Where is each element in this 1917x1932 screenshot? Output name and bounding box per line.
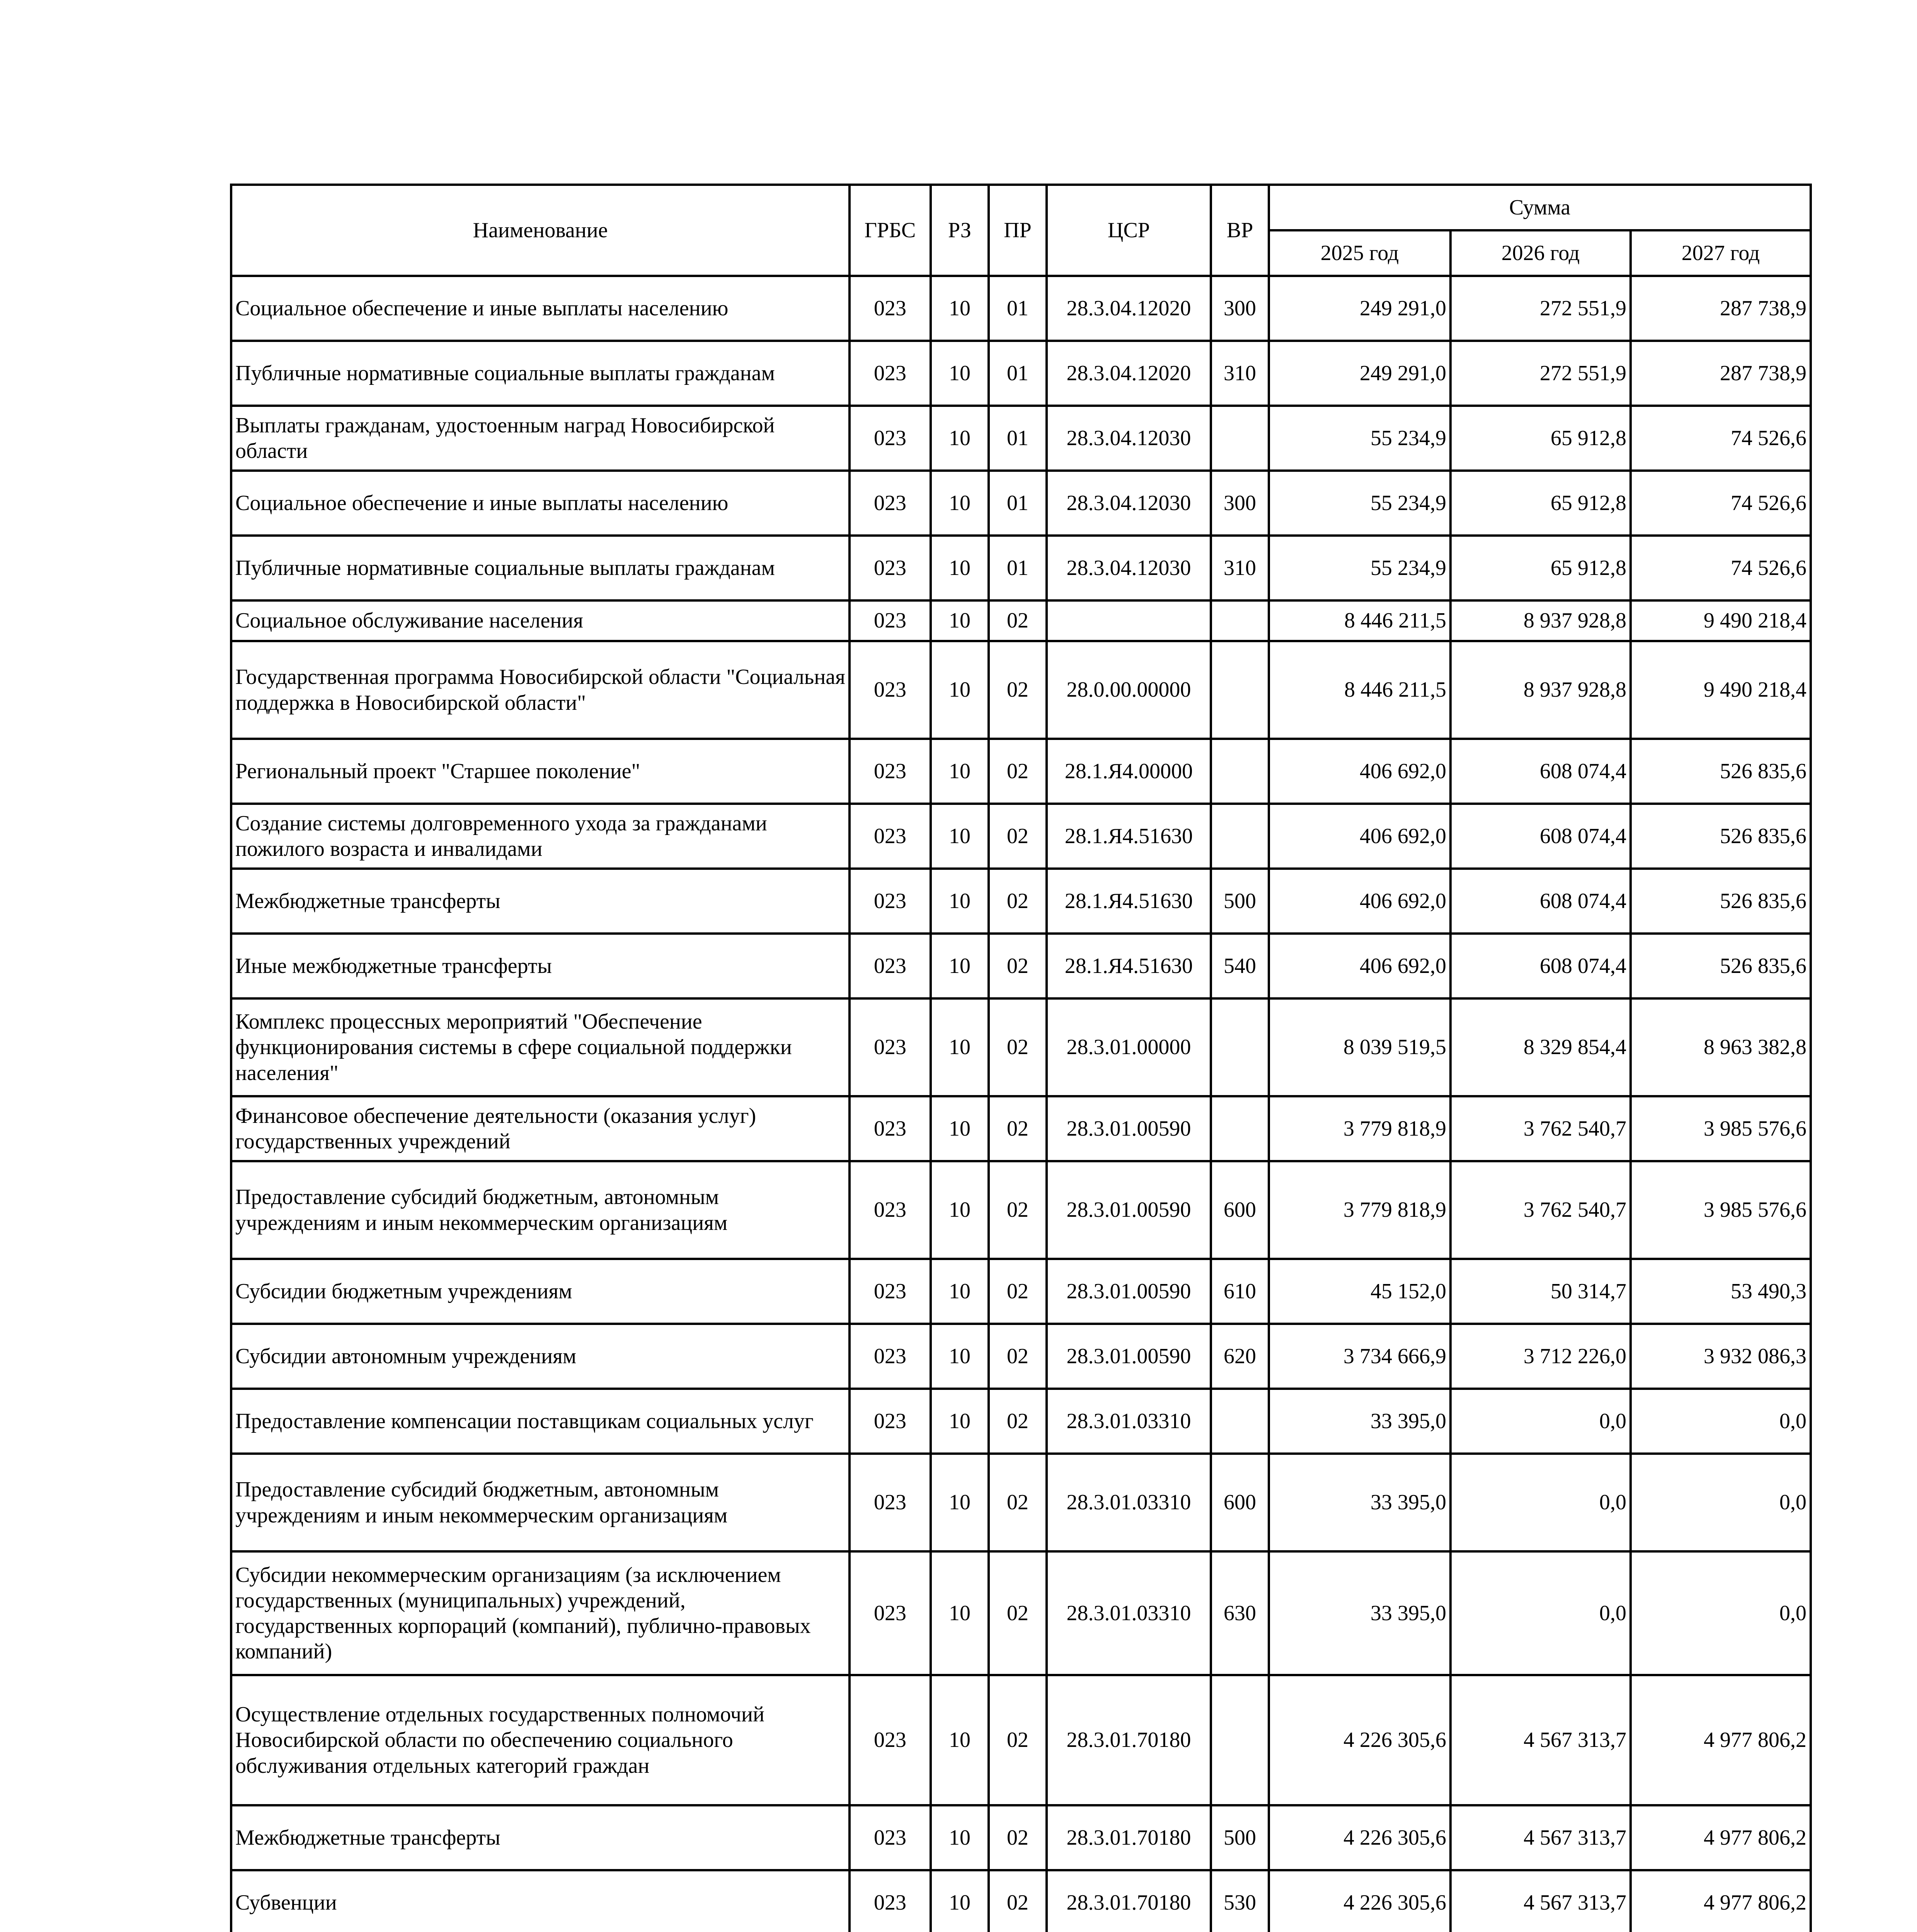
cell-csr: 28.3.01.03310	[1047, 1551, 1211, 1675]
table-row	[231, 641, 1811, 739]
table-row	[231, 1870, 1811, 1932]
cell-grbs: 023	[850, 1805, 931, 1870]
cell-csr	[1047, 600, 1211, 641]
cell-pr: 02	[989, 1389, 1047, 1454]
header-2026: 2026 год	[1451, 230, 1631, 276]
cell-name: Субвенции	[231, 1870, 850, 1932]
cell-y2025: 55 234,9	[1269, 536, 1451, 600]
cell-grbs: 023	[850, 934, 931, 998]
cell-csr: 28.3.01.03310	[1047, 1389, 1211, 1454]
cell-name: Межбюджетные трансферты	[231, 1805, 850, 1870]
cell-grbs: 023	[850, 536, 931, 600]
header-2025: 2025 год	[1269, 230, 1451, 276]
cell-pr: 02	[989, 1096, 1047, 1161]
cell-name: Публичные нормативные социальные выплаты гражданам	[231, 341, 850, 406]
cell-y2027: 4 977 806,2	[1631, 1870, 1811, 1932]
cell-pr: 02	[989, 869, 1047, 934]
cell-y2026: 8 937 928,8	[1451, 600, 1631, 641]
cell-csr: 28.3.04.12030	[1047, 536, 1211, 600]
cell-name: Выплаты гражданам, удостоенным наград Новосибирской области	[231, 406, 850, 471]
cell-y2026: 65 912,8	[1451, 471, 1631, 536]
cell-y2026: 3 762 540,7	[1451, 1161, 1631, 1259]
cell-pr: 02	[989, 739, 1047, 804]
cell-rz: 10	[931, 1454, 989, 1551]
cell-name: Предоставление субсидий бюджетным, автономным учреждениям и иным некоммерческим организациям	[231, 1161, 850, 1259]
cell-rz: 10	[931, 1551, 989, 1675]
cell-grbs: 023	[850, 1870, 931, 1932]
cell-pr: 02	[989, 1259, 1047, 1324]
cell-pr: 02	[989, 1324, 1047, 1389]
cell-y2025: 249 291,0	[1269, 341, 1451, 406]
cell-pr: 01	[989, 276, 1047, 341]
cell-y2026: 65 912,8	[1451, 406, 1631, 471]
cell-vr: 610	[1211, 1259, 1269, 1324]
cell-pr: 02	[989, 1805, 1047, 1870]
cell-y2026: 0,0	[1451, 1389, 1631, 1454]
cell-vr	[1211, 600, 1269, 641]
cell-y2027: 9 490 218,4	[1631, 600, 1811, 641]
table-row	[231, 1096, 1811, 1161]
cell-name: Социальное обеспечение и иные выплаты населению	[231, 471, 850, 536]
cell-y2025: 55 234,9	[1269, 471, 1451, 536]
cell-name: Социальное обслуживание населения	[231, 600, 850, 641]
cell-rz: 10	[931, 1161, 989, 1259]
cell-csr: 28.3.01.70180	[1047, 1870, 1211, 1932]
header-csr: ЦСР	[1047, 185, 1211, 276]
cell-y2026: 4 567 313,7	[1451, 1805, 1631, 1870]
cell-name: Иные межбюджетные трансферты	[231, 934, 850, 998]
cell-y2025: 45 152,0	[1269, 1259, 1451, 1324]
table-row	[231, 1389, 1811, 1454]
cell-vr	[1211, 406, 1269, 471]
table-row	[231, 1675, 1811, 1805]
cell-vr	[1211, 1675, 1269, 1805]
table-row	[231, 341, 1811, 406]
cell-pr: 02	[989, 1161, 1047, 1259]
cell-y2027: 526 835,6	[1631, 934, 1811, 998]
cell-grbs: 023	[850, 341, 931, 406]
cell-csr: 28.3.01.70180	[1047, 1675, 1211, 1805]
table-row	[231, 1259, 1811, 1324]
cell-grbs: 023	[850, 1096, 931, 1161]
cell-y2025: 406 692,0	[1269, 739, 1451, 804]
cell-name: Предоставление компенсации поставщикам социальных услуг	[231, 1389, 850, 1454]
cell-y2027: 0,0	[1631, 1389, 1811, 1454]
cell-y2025: 3 779 818,9	[1269, 1161, 1451, 1259]
cell-y2027: 0,0	[1631, 1454, 1811, 1551]
cell-csr: 28.3.01.00590	[1047, 1161, 1211, 1259]
cell-csr: 28.3.01.00590	[1047, 1096, 1211, 1161]
cell-y2026: 8 329 854,4	[1451, 998, 1631, 1096]
cell-rz: 10	[931, 600, 989, 641]
cell-y2025: 33 395,0	[1269, 1454, 1451, 1551]
cell-grbs: 023	[850, 406, 931, 471]
header-vr: ВР	[1211, 185, 1269, 276]
cell-y2025: 4 226 305,6	[1269, 1805, 1451, 1870]
cell-rz: 10	[931, 1096, 989, 1161]
cell-vr	[1211, 641, 1269, 739]
cell-vr: 310	[1211, 341, 1269, 406]
cell-rz: 10	[931, 641, 989, 739]
cell-csr: 28.1.Я4.51630	[1047, 869, 1211, 934]
cell-y2025: 4 226 305,6	[1269, 1870, 1451, 1932]
header-grbs: ГРБС	[850, 185, 931, 276]
cell-y2026: 8 937 928,8	[1451, 641, 1631, 739]
cell-csr: 28.3.01.03310	[1047, 1454, 1211, 1551]
cell-y2027: 4 977 806,2	[1631, 1675, 1811, 1805]
cell-pr: 02	[989, 600, 1047, 641]
table-row	[231, 1324, 1811, 1389]
table-row	[231, 406, 1811, 471]
cell-y2027: 3 985 576,6	[1631, 1096, 1811, 1161]
cell-y2025: 406 692,0	[1269, 869, 1451, 934]
cell-csr: 28.1.Я4.51630	[1047, 804, 1211, 869]
cell-name: Государственная программа Новосибирской области "Социальная поддержка в Новосибирской области"	[231, 641, 850, 739]
table-row	[231, 536, 1811, 600]
cell-rz: 10	[931, 869, 989, 934]
cell-name: Региональный проект "Старшее поколение"	[231, 739, 850, 804]
cell-csr: 28.1.Я4.00000	[1047, 739, 1211, 804]
cell-y2026: 50 314,7	[1451, 1259, 1631, 1324]
cell-y2027: 287 738,9	[1631, 276, 1811, 341]
cell-pr: 02	[989, 934, 1047, 998]
header-pr: ПР	[989, 185, 1047, 276]
cell-y2027: 74 526,6	[1631, 471, 1811, 536]
table-row	[231, 804, 1811, 869]
cell-y2027: 53 490,3	[1631, 1259, 1811, 1324]
table-row	[231, 739, 1811, 804]
cell-y2027: 287 738,9	[1631, 341, 1811, 406]
cell-rz: 10	[931, 536, 989, 600]
cell-pr: 01	[989, 406, 1047, 471]
cell-csr: 28.3.01.00590	[1047, 1259, 1211, 1324]
cell-y2027: 526 835,6	[1631, 739, 1811, 804]
cell-y2025: 249 291,0	[1269, 276, 1451, 341]
cell-vr: 630	[1211, 1551, 1269, 1675]
cell-csr: 28.3.01.70180	[1047, 1805, 1211, 1870]
cell-vr: 300	[1211, 471, 1269, 536]
cell-y2026: 608 074,4	[1451, 804, 1631, 869]
cell-rz: 10	[931, 471, 989, 536]
cell-y2027: 0,0	[1631, 1551, 1811, 1675]
cell-y2026: 65 912,8	[1451, 536, 1631, 600]
header-rz: РЗ	[931, 185, 989, 276]
cell-pr: 01	[989, 536, 1047, 600]
cell-grbs: 023	[850, 1161, 931, 1259]
cell-y2025: 3 734 666,9	[1269, 1324, 1451, 1389]
cell-y2026: 608 074,4	[1451, 739, 1631, 804]
cell-rz: 10	[931, 1259, 989, 1324]
cell-grbs: 023	[850, 1389, 931, 1454]
budget-table	[230, 184, 1812, 1932]
cell-name: Публичные нормативные социальные выплаты гражданам	[231, 536, 850, 600]
cell-vr: 310	[1211, 536, 1269, 600]
table-row	[231, 1161, 1811, 1259]
cell-grbs: 023	[850, 641, 931, 739]
cell-csr: 28.1.Я4.51630	[1047, 934, 1211, 998]
cell-name: Межбюджетные трансферты	[231, 869, 850, 934]
table-row	[231, 998, 1811, 1096]
cell-grbs: 023	[850, 471, 931, 536]
cell-vr	[1211, 998, 1269, 1096]
cell-y2026: 0,0	[1451, 1454, 1631, 1551]
cell-grbs: 023	[850, 276, 931, 341]
cell-y2025: 33 395,0	[1269, 1551, 1451, 1675]
cell-name: Предоставление субсидий бюджетным, автономным учреждениям и иным некоммерческим организациям	[231, 1454, 850, 1551]
table-row	[231, 1454, 1811, 1551]
cell-y2026: 4 567 313,7	[1451, 1675, 1631, 1805]
table-row	[231, 934, 1811, 998]
table-body	[231, 276, 1811, 1932]
cell-csr: 28.3.01.00590	[1047, 1324, 1211, 1389]
cell-pr: 01	[989, 341, 1047, 406]
cell-y2026: 3 712 226,0	[1451, 1324, 1631, 1389]
cell-y2026: 608 074,4	[1451, 869, 1631, 934]
cell-y2027: 526 835,6	[1631, 869, 1811, 934]
cell-pr: 02	[989, 804, 1047, 869]
cell-vr: 540	[1211, 934, 1269, 998]
cell-rz: 10	[931, 1324, 989, 1389]
header-sum: Сумма	[1269, 185, 1811, 230]
cell-pr: 02	[989, 1551, 1047, 1675]
cell-y2026: 0,0	[1451, 1551, 1631, 1675]
cell-vr	[1211, 804, 1269, 869]
cell-grbs: 023	[850, 1551, 931, 1675]
cell-y2027: 74 526,6	[1631, 406, 1811, 471]
cell-grbs: 023	[850, 1259, 931, 1324]
cell-name: Финансовое обеспечение деятельности (оказания услуг) государственных учреждений	[231, 1096, 850, 1161]
cell-y2027: 9 490 218,4	[1631, 641, 1811, 739]
cell-pr: 02	[989, 998, 1047, 1096]
table-row	[231, 471, 1811, 536]
cell-rz: 10	[931, 1805, 989, 1870]
cell-name: Комплекс процессных мероприятий "Обеспечение функционирования системы в сфере социальной поддержки населения"	[231, 998, 850, 1096]
cell-vr: 620	[1211, 1324, 1269, 1389]
cell-y2026: 272 551,9	[1451, 276, 1631, 341]
cell-name: Субсидии некоммерческим организациям (за исключением государственных (муниципальных) учреждений, государственных корпораций (компаний), публично-правовых компаний)	[231, 1551, 850, 1675]
table-row	[231, 869, 1811, 934]
cell-csr: 28.3.04.12020	[1047, 276, 1211, 341]
cell-y2026: 4 567 313,7	[1451, 1870, 1631, 1932]
cell-y2026: 272 551,9	[1451, 341, 1631, 406]
cell-y2025: 406 692,0	[1269, 934, 1451, 998]
cell-vr: 500	[1211, 869, 1269, 934]
cell-y2026: 3 762 540,7	[1451, 1096, 1631, 1161]
cell-y2025: 3 779 818,9	[1269, 1096, 1451, 1161]
cell-y2025: 8 039 519,5	[1269, 998, 1451, 1096]
cell-pr: 02	[989, 1675, 1047, 1805]
cell-name: Создание системы долговременного ухода за гражданами пожилого возраста и инвалидами	[231, 804, 850, 869]
cell-rz: 10	[931, 739, 989, 804]
header-2027: 2027 год	[1631, 230, 1811, 276]
cell-vr	[1211, 739, 1269, 804]
cell-grbs: 023	[850, 600, 931, 641]
cell-vr: 600	[1211, 1161, 1269, 1259]
cell-pr: 02	[989, 641, 1047, 739]
cell-rz: 10	[931, 998, 989, 1096]
cell-y2026: 608 074,4	[1451, 934, 1631, 998]
cell-y2027: 3 985 576,6	[1631, 1161, 1811, 1259]
cell-pr: 01	[989, 471, 1047, 536]
cell-y2025: 4 226 305,6	[1269, 1675, 1451, 1805]
cell-vr: 530	[1211, 1870, 1269, 1932]
cell-rz: 10	[931, 341, 989, 406]
cell-vr: 600	[1211, 1454, 1269, 1551]
cell-y2027: 8 963 382,8	[1631, 998, 1811, 1096]
cell-grbs: 023	[850, 804, 931, 869]
cell-name: Субсидии бюджетным учреждениям	[231, 1259, 850, 1324]
cell-csr: 28.3.01.00000	[1047, 998, 1211, 1096]
cell-rz: 10	[931, 276, 989, 341]
cell-y2027: 74 526,6	[1631, 536, 1811, 600]
cell-y2025: 8 446 211,5	[1269, 641, 1451, 739]
cell-y2025: 8 446 211,5	[1269, 600, 1451, 641]
table-row	[231, 1805, 1811, 1870]
table-header	[231, 185, 1811, 276]
cell-vr: 300	[1211, 276, 1269, 341]
table-row	[231, 600, 1811, 641]
cell-csr: 28.3.04.12030	[1047, 471, 1211, 536]
cell-grbs: 023	[850, 1454, 931, 1551]
cell-y2027: 526 835,6	[1631, 804, 1811, 869]
cell-name: Социальное обеспечение и иные выплаты населению	[231, 276, 850, 341]
cell-rz: 10	[931, 804, 989, 869]
cell-rz: 10	[931, 934, 989, 998]
cell-vr	[1211, 1389, 1269, 1454]
cell-rz: 10	[931, 1675, 989, 1805]
cell-y2025: 406 692,0	[1269, 804, 1451, 869]
cell-y2027: 4 977 806,2	[1631, 1805, 1811, 1870]
cell-csr: 28.0.00.00000	[1047, 641, 1211, 739]
cell-name: Осуществление отдельных государственных полномочий Новосибирской области по обеспечению социального обслуживания отдельных категорий граждан	[231, 1675, 850, 1805]
cell-rz: 10	[931, 1389, 989, 1454]
cell-vr: 500	[1211, 1805, 1269, 1870]
cell-grbs: 023	[850, 998, 931, 1096]
cell-y2027: 3 932 086,3	[1631, 1324, 1811, 1389]
table-row	[231, 1551, 1811, 1675]
cell-pr: 02	[989, 1870, 1047, 1932]
table-row	[231, 276, 1811, 341]
cell-vr	[1211, 1096, 1269, 1161]
cell-grbs: 023	[850, 1675, 931, 1805]
cell-y2025: 33 395,0	[1269, 1389, 1451, 1454]
cell-y2025: 55 234,9	[1269, 406, 1451, 471]
cell-csr: 28.3.04.12030	[1047, 406, 1211, 471]
cell-grbs: 023	[850, 739, 931, 804]
cell-grbs: 023	[850, 869, 931, 934]
cell-pr: 02	[989, 1454, 1047, 1551]
cell-grbs: 023	[850, 1324, 931, 1389]
cell-csr: 28.3.04.12020	[1047, 341, 1211, 406]
header-name: Наименование	[231, 185, 850, 276]
cell-rz: 10	[931, 1870, 989, 1932]
cell-rz: 10	[931, 406, 989, 471]
cell-name: Субсидии автономным учреждениям	[231, 1324, 850, 1389]
